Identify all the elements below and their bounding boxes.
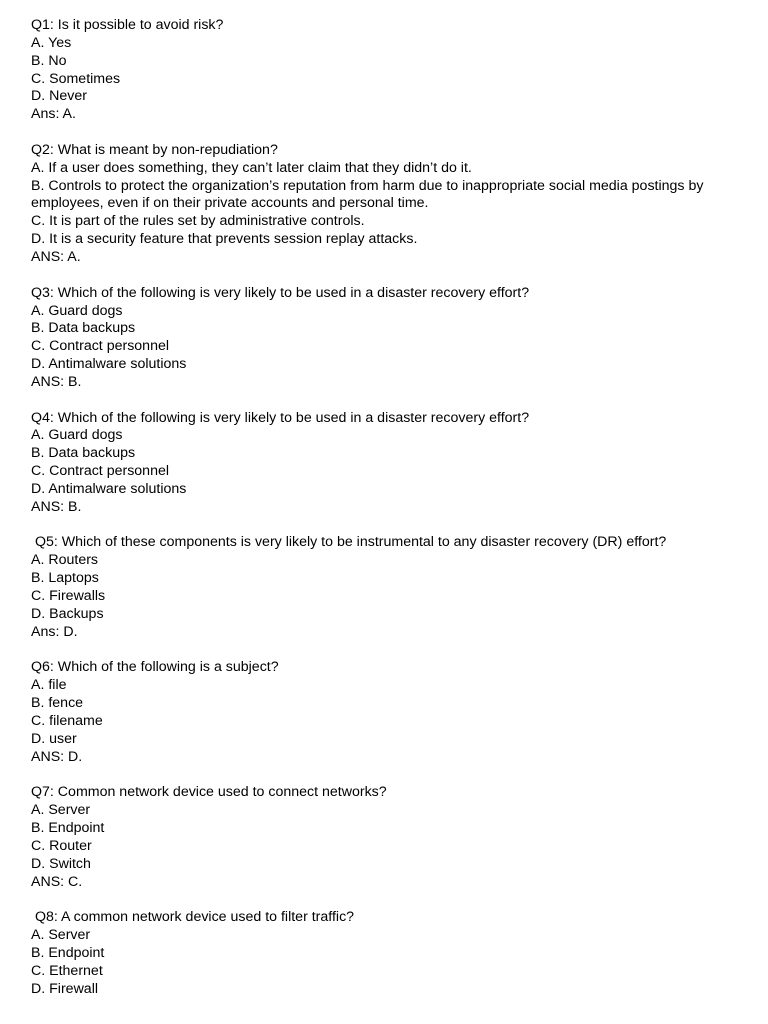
option-c: C. Contract personnel — [31, 463, 170, 480]
option-c: C. filename — [31, 712, 103, 729]
answer-text: ANS: B. — [31, 373, 82, 390]
answer-text: ANS: C. — [31, 873, 83, 890]
option-a: A. Yes — [31, 34, 72, 51]
question-text: Q8: A common network device used to filter traffic? — [31, 909, 355, 926]
option-b: B. Endpoint — [31, 944, 105, 961]
option-a: A. Server — [31, 927, 91, 944]
option-b: B. Endpoint — [31, 819, 105, 836]
question-text: Q5: Which of these components is very likely to be instrumental to any disaster recovery (DR) effort? — [31, 534, 667, 551]
question-block-3 — [31, 285, 736, 392]
option-d: D. Backups — [31, 605, 104, 622]
answer-text: ANS: B. — [31, 498, 82, 515]
question-block-1 — [31, 17, 736, 124]
option-d: D. user — [31, 730, 77, 747]
option-c: C. Router — [31, 837, 92, 854]
question-text: Q2: What is meant by non-repudiation? — [31, 141, 278, 158]
question-text: Q1: Is it possible to avoid risk? — [31, 17, 224, 33]
question-block-5 — [31, 534, 736, 641]
option-c: C. Contract personnel — [31, 338, 170, 355]
answer-text: ANS: D. — [31, 748, 83, 765]
option-a: A. If a user does something, they can’t later claim that they didn’t do it. — [31, 159, 472, 176]
option-c: C. Sometimes — [31, 70, 121, 87]
question-text: Q4: Which of the following is very likely to be used in a disaster recovery effort? — [31, 409, 530, 426]
question-text: Q3: Which of the following is very likely to be used in a disaster recovery effort? — [31, 284, 530, 301]
option-a: A. Routers — [31, 552, 99, 569]
option-d: D. Antimalware solutions — [31, 480, 187, 497]
option-c: C. It is part of the rules set by administrative controls. — [31, 213, 365, 230]
quiz-document — [31, 17, 736, 1016]
option-b: B. Controls to protect the organization’s reputation from harm due to inappropriate social media postings by employees, even if on their private accounts and personal time. — [31, 177, 708, 212]
question-block-8 — [31, 909, 736, 998]
question-block-2 — [31, 142, 736, 267]
option-a: A. Guard dogs — [31, 302, 123, 319]
option-b: B. Laptops — [31, 570, 99, 587]
question-text: Q6: Which of the following is a subject? — [31, 659, 279, 676]
option-d: D. It is a security feature that prevents session replay attacks. — [31, 231, 418, 248]
answer-text: Ans: D. — [31, 623, 78, 640]
option-a: A. Server — [31, 802, 91, 819]
option-b: B. Data backups — [31, 320, 136, 337]
option-b: B. No — [31, 52, 67, 69]
option-d: D. Firewall — [31, 980, 99, 997]
option-c: C. Ethernet — [31, 962, 103, 979]
question-block-4 — [31, 410, 736, 517]
question-text: Q7: Common network device used to connect networks? — [31, 784, 387, 801]
question-block-7 — [31, 784, 736, 891]
answer-text: ANS: A. — [31, 248, 81, 265]
option-c: C. Firewalls — [31, 588, 106, 604]
question-block-6 — [31, 659, 736, 766]
option-a: A. Guard dogs — [31, 427, 123, 444]
option-b: B. Data backups — [31, 445, 136, 462]
option-d: D. Switch — [31, 855, 91, 872]
option-d: D. Never — [31, 88, 87, 105]
option-b: B. fence — [31, 695, 84, 712]
answer-text: Ans: A. — [31, 106, 76, 123]
option-d: D. Antimalware solutions — [31, 356, 187, 373]
option-a: A. file — [31, 677, 67, 694]
